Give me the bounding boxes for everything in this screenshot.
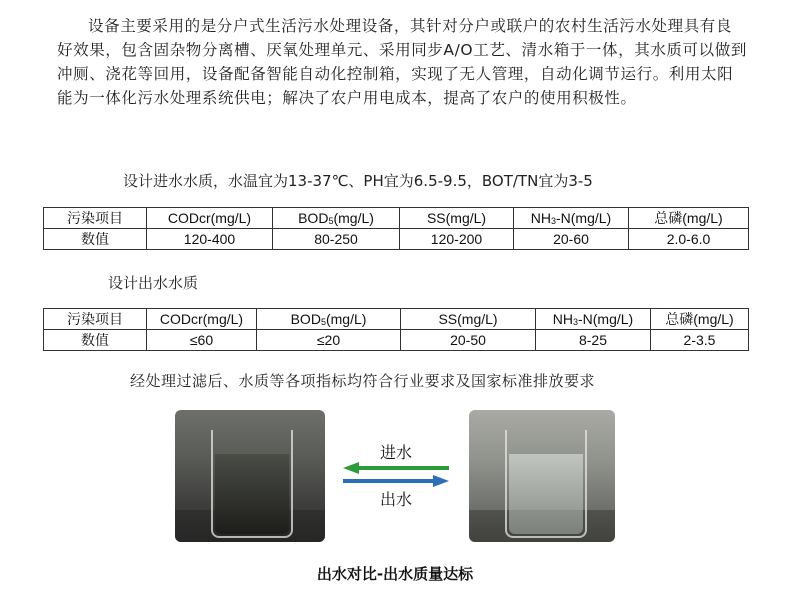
nh-base: NH [552, 311, 573, 327]
value-ss: 20-50 [401, 330, 536, 351]
bod-sub: 5 [328, 216, 334, 226]
row-label: 数值 [44, 330, 147, 351]
header-bod [257, 309, 401, 330]
header-tp: 总磷(mg/L) [651, 309, 749, 330]
table-row [44, 229, 749, 250]
outflow-caption: 设计出水水质 [108, 274, 199, 292]
header-nh3n [514, 208, 629, 229]
header-ss: SS(mg/L) [400, 208, 514, 229]
table-header-row [44, 309, 749, 330]
table-header-row [44, 208, 749, 229]
nh-sub: 3 [572, 317, 578, 327]
table-row [44, 330, 749, 351]
clear-water [509, 454, 583, 534]
value-nh3n: 20-60 [514, 229, 629, 250]
value-tp: 2.0-6.0 [629, 229, 749, 250]
header-pollutant: 污染项目 [44, 309, 147, 330]
header-cod: CODcr(mg/L) [147, 208, 273, 229]
inflow-table [43, 207, 749, 250]
row-label: 数值 [44, 229, 147, 250]
header-ss: SS(mg/L) [401, 309, 536, 330]
bod-base: BOD [290, 311, 321, 327]
bod-sub: 5 [320, 317, 326, 327]
nh-sub: 3 [550, 216, 556, 226]
nh-unit: -N(mg/L) [578, 311, 634, 327]
header-nh3n [536, 309, 651, 330]
outflow-table [43, 308, 749, 351]
value-nh3n: 8-25 [536, 330, 651, 351]
nh-base: NH [530, 210, 551, 226]
inflow-caption: 设计进水水质，水温宜为13-37℃、PH宜为6.5-9.5，BOT/TN宜为3-5 [123, 172, 593, 190]
outflow-water-photo [469, 410, 615, 542]
nh-unit: -N(mg/L) [556, 210, 612, 226]
inflow-label: 进水 [380, 443, 413, 462]
beaker-clear [505, 430, 587, 538]
bod-unit: (mg/L) [333, 210, 374, 226]
value-bod: ≤20 [257, 330, 401, 351]
intro-paragraph: 设备主要采用的是分户式生活污水处理设备，其针对分户或联户的农村生活污水处理具有良好效果，包含固杂物分离槽、厌氧处理单元、采用同步A/O工艺、清水箱于一体，其水质可以做到冲厕、浇花等回用，设备配备智能自动化控制箱，实现了无人管理，自动化调节运行。利用太阳能为一体化污水处理系统供电；解决了农户用电成本，提高了农户的使用积极性。 [57, 17, 747, 107]
value-bod: 80-250 [273, 229, 400, 250]
outflow-label: 出水 [380, 490, 413, 509]
inflow-arrow [343, 462, 449, 474]
header-tp: 总磷(mg/L) [629, 208, 749, 229]
comparison-caption: 出水对比-出水质量达标 [316, 565, 474, 583]
flow-arrows [343, 462, 449, 488]
bod-unit: (mg/L) [325, 311, 367, 327]
outflow-arrow [343, 475, 449, 487]
bod-base: BOD [298, 210, 329, 226]
header-cod: CODcr(mg/L) [147, 309, 257, 330]
result-caption: 经处理过滤后、水质等各项指标均符合行业要求及国家标准排放要求 [130, 372, 596, 390]
value-cod: 120-400 [147, 229, 273, 250]
inflow-water-photo [175, 410, 325, 542]
header-pollutant: 污染项目 [44, 208, 147, 229]
value-cod: ≤60 [147, 330, 257, 351]
dirty-water [215, 454, 289, 534]
value-tp: 2-3.5 [651, 330, 749, 351]
header-bod [273, 208, 400, 229]
beaker-dark [211, 430, 293, 538]
value-ss: 120-200 [400, 229, 514, 250]
